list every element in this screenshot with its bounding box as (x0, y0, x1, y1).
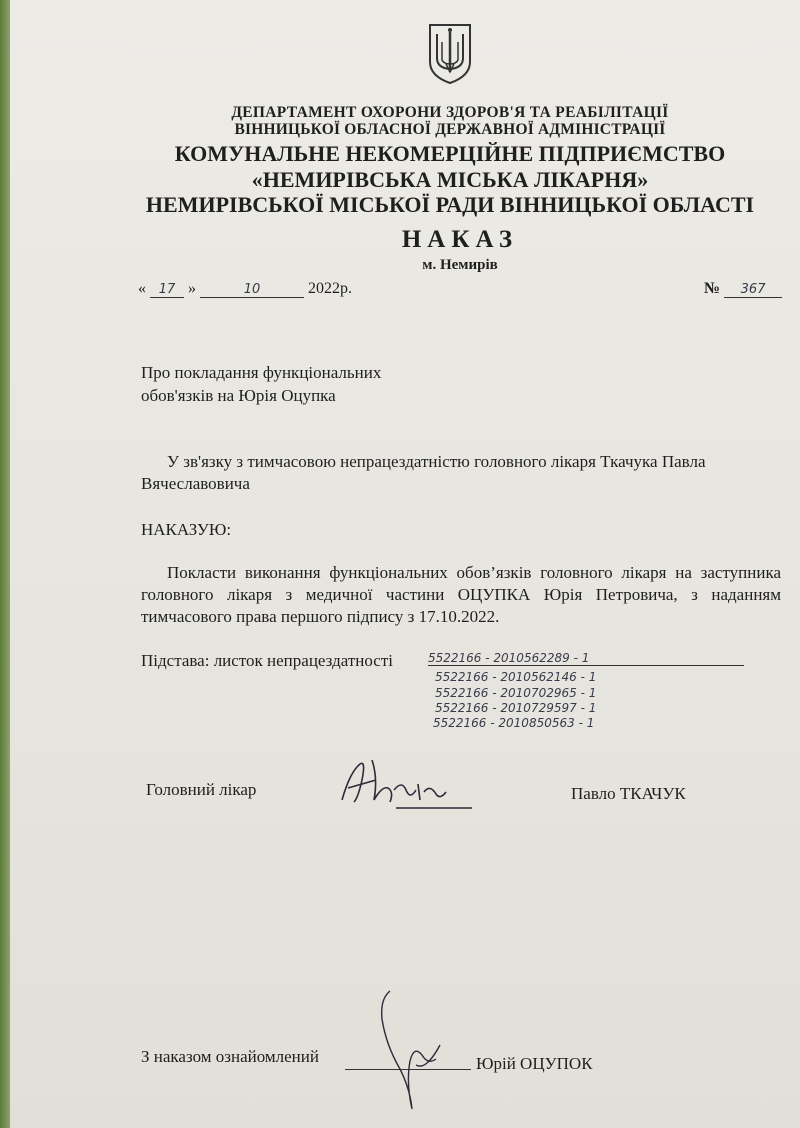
letterhead-line-3: КОМУНАЛЬНЕ НЕКОМЕРЦІЙНЕ ПІДПРИЄМСТВО (174, 141, 726, 166)
number-value: 367 (724, 282, 782, 298)
acknowledgement-label: З наказом ознайомлений (141, 1047, 319, 1066)
letterhead-line-2: ВІННИЦЬКОЇ ОБЛАСНОЇ ДЕРЖАВНОЇ АДМІНІСТРАЦІЇ (234, 121, 666, 138)
signatory-title: Головний лікар (146, 780, 257, 799)
date-open-quote: « (138, 280, 146, 297)
subject-line-1: Про покладання функціональних (141, 363, 382, 382)
order-city: м. Немирів (422, 257, 498, 273)
sick-leave-entry: 5522166 - 2010850563 - 1 (433, 716, 595, 730)
letterhead-line-1: ДЕПАРТАМЕНТ ОХОРОНИ ЗДОРОВ'Я ТА РЕАБІЛІТАЦІЇ (231, 104, 669, 121)
date-close-quote: » (188, 280, 196, 297)
order-document (10, 0, 800, 1128)
subject-line-2: обов'язків на Юрія Оцупка (141, 386, 336, 405)
coat-of-arms-icon (426, 22, 474, 86)
sick-leave-entry: 5522166 - 2010702965 - 1 (435, 686, 597, 700)
order-number (704, 280, 782, 298)
sick-leave-entry: 5522166 - 2010562146 - 1 (435, 670, 597, 684)
head-doctor-signature (336, 750, 476, 816)
acknowledgement-signature (370, 985, 450, 1115)
basis-label: Підстава: листок непрацездатності (141, 651, 393, 670)
order-title: НАКАЗ (401, 226, 519, 253)
letterhead-line-4: «НЕМИРІВСЬКА МІСЬКА ЛІКАРНЯ» (251, 167, 649, 192)
background-edge (0, 0, 10, 1128)
orders-label: НАКАЗУЮ: (141, 520, 232, 539)
date-day: 17 (150, 282, 184, 298)
preamble: У зв'язку з тимчасовою непрацездатністю головного лікаря Ткачука Павла Вячеславовича (141, 452, 706, 493)
letterhead-line-5: НЕМИРІВСЬКОЇ МІСЬКОЇ РАДИ ВІННИЦЬКОЇ ОБЛАСТІ (145, 192, 755, 217)
signatory-name: Павло ТКАЧУК (571, 784, 686, 803)
order-text: Покласти виконання функціональних обов’язків головного лікаря на заступника головного лікаря з медичної частини ОЦУПКА Юрія Петровича, з наданням тимчасового права першого підпису з 17.10.2022. (141, 563, 781, 626)
sick-leave-entry: 5522166 - 2010729597 - 1 (435, 701, 597, 715)
date-year: 2022р. (308, 280, 352, 297)
number-label: № (704, 280, 721, 297)
order-date (138, 280, 352, 298)
sick-leave-entry: 5522166 - 2010562289 - 1 (428, 651, 744, 666)
acknowledgement-name: Юрій ОЦУПОК (476, 1054, 593, 1073)
date-month: 10 (200, 282, 304, 298)
